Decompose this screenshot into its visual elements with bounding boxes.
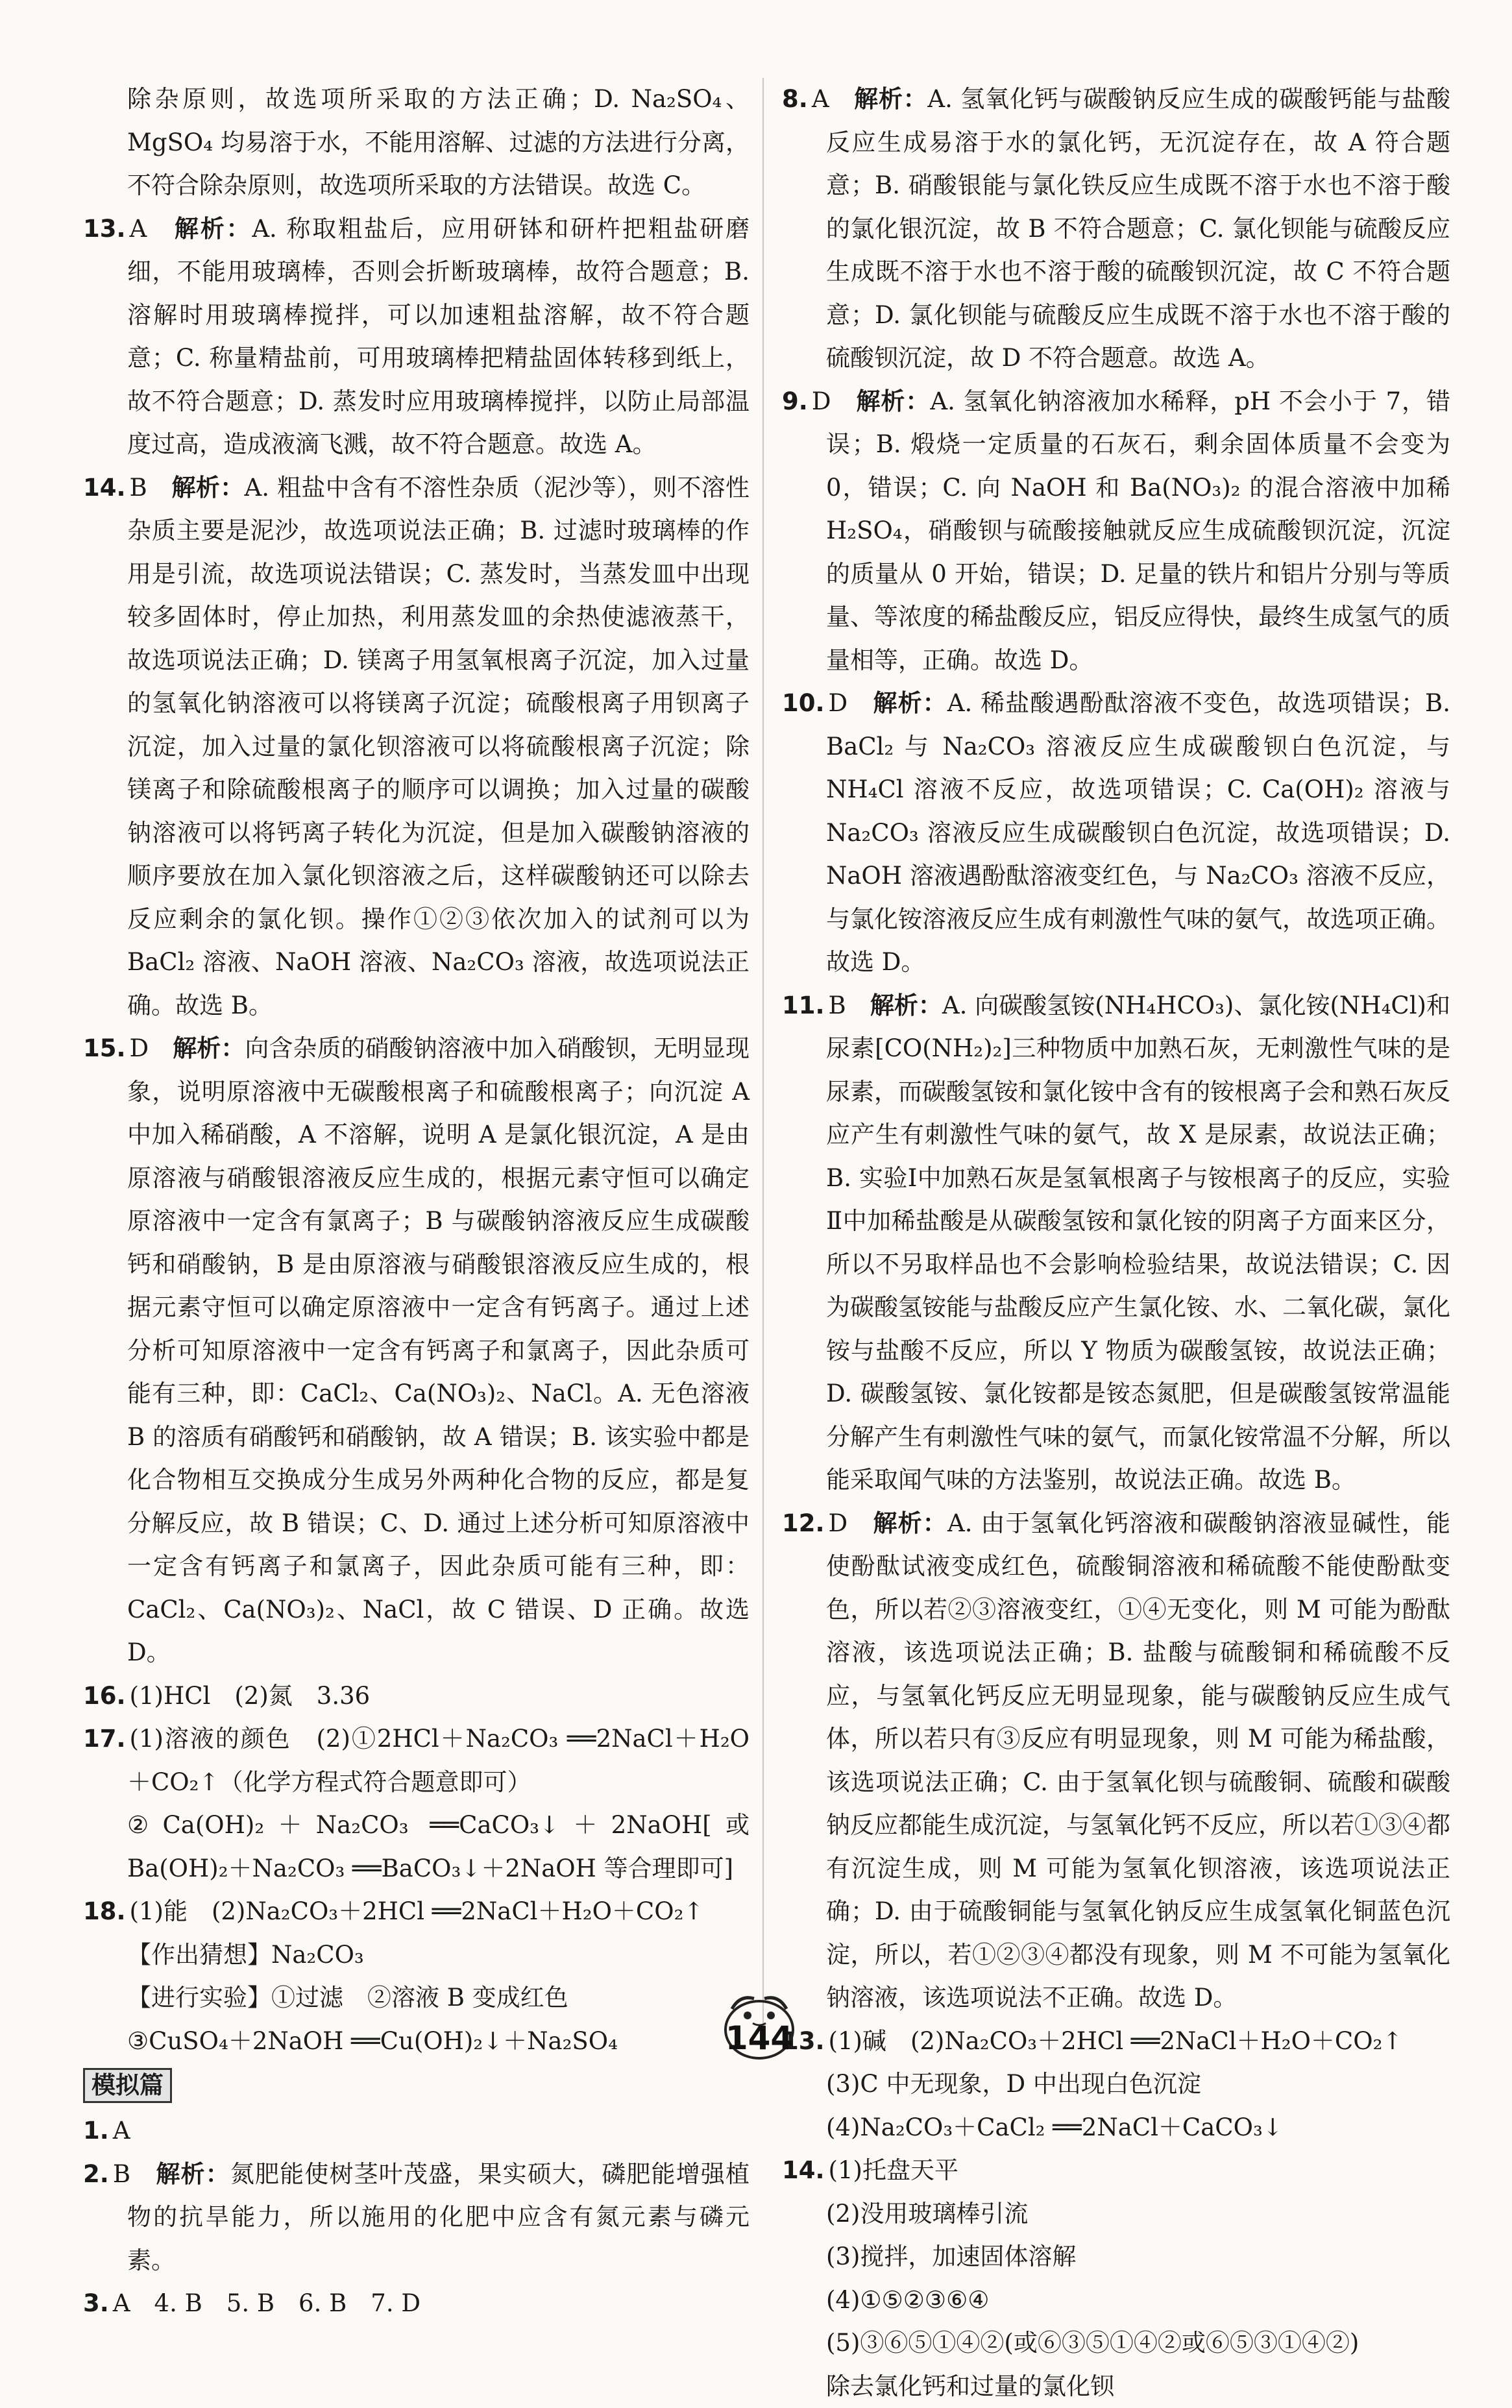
- question-number: 10.: [782, 689, 825, 717]
- answer-text: (1)HCl (2)氮 3.36: [130, 1682, 371, 1710]
- answer-text: A. 称取粗盐后，应用研钵和研杵把粗盐研磨细，不能用玻璃棒，否则会折断玻璃棒，故符合题意；B. 溶解时用玻璃棒搅拌，可以加速粗盐溶解，故不符合题意；C. 称量精盐前，可用玻璃棒把精盐固体转移到纸上，故不符合题意；D. 蒸发时应用玻璃棒搅拌，以防止局部温度过高，造成液滴飞溅，故不符合题意。故选 A。: [127, 215, 750, 459]
- answer-text: 【进行实验】①过滤 ②溶液 B 变成红色: [127, 1984, 568, 2012]
- question-number: 13.: [83, 215, 126, 243]
- answer-text: (3)搅拌，加速固体溶解: [826, 2243, 1076, 2270]
- answer-line: [782, 2193, 1450, 2236]
- analysis-label: 解析：: [175, 215, 252, 243]
- answer-item: [83, 1675, 750, 1718]
- answer-item: [83, 208, 750, 467]
- question-number: 3.: [83, 2289, 109, 2317]
- answer-line: [83, 2020, 750, 2063]
- answer-choice: B: [130, 474, 147, 502]
- answer-item: [782, 682, 1450, 984]
- answer-choice: B: [829, 991, 846, 1019]
- answer-item: [782, 2020, 1450, 2063]
- answer-text: 除杂原则，故选项所采取的方法正确；D. Na₂SO₄、MgSO₄ 均易溶于水，不能用溶解、过滤的方法进行分离，不符合除杂原则，故选项所采取的方法错误。故选 C。: [127, 85, 750, 199]
- answer-text: (1)能 (2)Na₂CO₃＋2HCl ══2NaCl＋H₂O＋CO₂↑: [130, 1897, 704, 1925]
- column-divider: [762, 78, 764, 2037]
- answer-text: A. 氢氧化钠溶液加水稀释，pH 不会小于 7，错误；B. 煅烧一定质量的石灰石，剩余固体质量不会变为 0，错误；C. 向 NaOH 和 Ba(NO₃)₂ 的混合溶液中加稀 H₂SO₄，硝酸钡与硫酸接触就反应生成硫酸钡沉淀，沉淀的质量从 0 开始，错误；D. 足量的铁片和铝片分别与等质量、等浓度的稀盐酸反应，铝反应得快，最终生成氢气的质量相等，正确。故选 D。: [826, 387, 1450, 674]
- answer-choice: D: [829, 689, 848, 717]
- answer-choice: A: [113, 2117, 130, 2145]
- answer-choice: B: [113, 2160, 130, 2188]
- analysis-label: 解析：: [854, 85, 927, 113]
- answer-line: [782, 2235, 1450, 2279]
- analysis-label: 解析：: [873, 689, 947, 717]
- answer-choice: A: [812, 85, 829, 113]
- analysis-label: 解析：: [173, 1034, 245, 1062]
- page-number: 144: [720, 2019, 798, 2057]
- analysis-label: 解析：: [873, 1509, 947, 1537]
- answer-item: [782, 1502, 1450, 2020]
- analysis-label: 解析：: [856, 387, 930, 415]
- analysis-label: 解析：: [870, 991, 942, 1019]
- answer-text: 【作出猜想】Na₂CO₃: [127, 1941, 364, 1969]
- right-column: [782, 78, 1450, 2408]
- analysis-label: 解析：: [171, 474, 244, 502]
- question-number: 9.: [782, 387, 808, 415]
- question-number: 11.: [782, 991, 825, 1019]
- question-number: 15.: [83, 1034, 126, 1062]
- answer-item: [83, 467, 750, 1028]
- page-number-badge: [717, 1984, 801, 2062]
- answer-text: A. 由于氢氧化钙溶液和碳酸钠溶液显碱性，能使酚酞试液变成红色，硫酸铜溶液和稀硫酸不能使酚酞变色，所以若②③溶液变红，①④无变化，则 M 可能为酚酞溶液，该选项说法正确；B. 盐酸与硫酸铜和稀硫酸不反应，与氢氧化钙反应无明显现象，能与碳酸钠反应生成气体，所以若只有③反应有明显现象，则 M 可能为稀盐酸，该选项说法正确；C. 由于氢氧化钡与硫酸铜、硫酸和碳酸钠反应都能生成沉淀，与氢氧化钙不反应，所以若①③④都有沉淀生成，则 M 可能为氢氧化钡溶液，该选项说法正确；D. 由于硫酸铜能与氢氧化钠反应生成氢氧化铜蓝色沉淀，所以，若①②③④都没有现象，则 M 不可能为氢氧化钠溶液，该选项说法不正确。故选 D。: [826, 1509, 1450, 2012]
- left-column: [83, 78, 750, 2326]
- answer-text: (4)①⑤②③⑥④: [826, 2286, 989, 2314]
- answer-choice: A 4. B 5. B 6. B 7. D: [113, 2289, 421, 2317]
- section-heading: 模拟篇: [83, 2068, 172, 2103]
- answer-item: [782, 78, 1450, 380]
- question-number: 8.: [782, 85, 808, 113]
- answer-text: A. 向碳酸氢铵(NH₄HCO₃)、氯化铵(NH₄Cl)和尿素[CO(NH₂)₂]三种物质中加熟石灰，无刺激性气味的是尿素，而碳酸氢铵和氯化铵中含有的铵根离子会和熟石灰反应产生有刺激性气味的氨气，故 X 是尿素，故说法正确；B. 实验Ⅰ中加熟石灰是氢氧根离子与铵根离子的反应，实验Ⅱ中加稀盐酸是从碳酸氢铵和氯化铵的阴离子方面来区分，所以不另取样品也不会影响检验结果，故说法错误；C. 因为碳酸氢铵能与盐酸反应产生氯化铵、水、二氧化碳，氯化铵与盐酸不反应，所以 Y 物质为碳酸氢铵，故说法正确；D. 碳酸氢铵、氯化铵都是铵态氮肥，但是碳酸氢铵常温能分解产生有刺激性气味的氨气，而氯化铵常温不分解，所以能采取闻气味的方法鉴别，故说法正确。故选 B。: [826, 991, 1450, 1494]
- answer-text: (1)溶液的颜色 (2)①2HCl＋Na₂CO₃ ══2NaCl＋H₂O＋CO₂↑（化学方程式符合题意即可）: [127, 1725, 750, 1796]
- question-number: 14.: [83, 474, 126, 502]
- answer-choice: A: [130, 215, 147, 243]
- answer-line: [782, 2063, 1450, 2106]
- answer-item: [83, 1027, 750, 1675]
- answer-line: [83, 1804, 750, 1890]
- answer-item: [83, 2282, 750, 2326]
- answer-line: [83, 1934, 750, 1977]
- answer-text: (3)C 中无现象，D 中出现白色沉淀: [826, 2070, 1201, 2098]
- answer-text: (5)③⑥⑤①④②(或⑥③⑤①④②或⑥⑤③①④②): [826, 2329, 1359, 2357]
- answer-text: (4)Na₂CO₃＋CaCl₂ ══2NaCl＋CaCO₃↓: [826, 2113, 1283, 2141]
- answer-text: 除去氯化钙和过量的氯化钡: [826, 2372, 1114, 2400]
- answer-text: 氮肥能使树茎叶茂盛，果实硕大，磷肥能增强植物的抗旱能力，所以施用的化肥中应含有氮元素与磷元素。: [127, 2160, 750, 2274]
- answer-choice: D: [829, 1509, 848, 1537]
- answer-line: [782, 2106, 1450, 2150]
- answer-choice: D: [812, 387, 831, 415]
- answer-line: [782, 2322, 1450, 2365]
- answer-line: [83, 1976, 750, 2020]
- question-number: 18.: [83, 1897, 126, 1925]
- answer-item: [782, 984, 1450, 1502]
- answer-text: (1)碱 (2)Na₂CO₃＋2HCl ══2NaCl＋H₂O＋CO₂↑: [829, 2027, 1403, 2055]
- answer-line: [83, 78, 750, 208]
- answer-item: [782, 380, 1450, 683]
- question-number: 17.: [83, 1725, 126, 1753]
- analysis-label: 解析：: [156, 2160, 230, 2188]
- answer-text: A. 粗盐中含有不溶性杂质（泥沙等），则不溶性杂质主要是泥沙，故选项说法正确；B. 过滤时玻璃棒的作用是引流，故选项说法错误；C. 蒸发时，当蒸发皿中出现较多固体时，停止加热，利用蒸发皿的余热使滤液蒸干，故选项说法正确；D. 镁离子用氢氧根离子沉淀，加入过量的氢氧化钠溶液可以将镁离子沉淀；硫酸根离子用钡离子沉淀，加入过量的氯化钡溶液可以将硫酸根离子沉淀；除镁离子和除硫酸根离子的顺序可以调换；加入过量的碳酸钠溶液可以将钙离子转化为沉淀，但是加入碳酸钠溶液的顺序要放在加入氯化钡溶液之后，这样碳酸钠还可以除去反应剩余的氯化钡。操作①②③依次加入的试剂可以为 BaCl₂ 溶液、NaOH 溶液、Na₂CO₃ 溶液，故选项说法正确。故选 B。: [127, 474, 750, 1019]
- answer-text: 向含杂质的硝酸钠溶液中加入硝酸钡，无明显现象，说明原溶液中无碳酸根离子和硫酸根离子；向沉淀 A 中加入稀硝酸，A 不溶解，说明 A 是氯化银沉淀，A 是由原溶液与硝酸银溶液反应生成的，根据元素守恒可以确定原溶液中一定含有氯离子；B 与碳酸钠溶液反应生成碳酸钙和硝酸钠，B 是由原溶液与硝酸银溶液反应生成的，根据元素守恒可以确定原溶液中一定含有钙离子。通过上述分析可知原溶液中一定含有钙离子和氯离子，因此杂质可能有三种，即：CaCl₂、Ca(NO₃)₂、NaCl。A. 无色溶液 B 的溶质有硝酸钙和硝酸钠，故 A 错误；B. 该实验中都是化合物相互交换成分生成另外两种化合物的反应，都是复分解反应，故 B 错误；C、D. 通过上述分析可知原溶液中一定含有钙离子和氯离子，因此杂质可能有三种，即：CaCl₂、Ca(NO₃)₂、NaCl，故 C 错误、D 正确。故选 D。: [127, 1034, 750, 1666]
- answer-choice: D: [130, 1034, 149, 1062]
- answer-item: [83, 1890, 750, 1934]
- answer-line: [782, 2279, 1450, 2322]
- question-number: 12.: [782, 1509, 825, 1537]
- question-number: 1.: [83, 2117, 109, 2145]
- question-number: 2.: [83, 2160, 109, 2188]
- answer-text: ②Ca(OH)₂＋Na₂CO₃ ══CaCO₃↓＋2NaOH[或 Ba(OH)₂＋Na₂CO₃ ══BaCO₃↓＋2NaOH 等合理即可]: [127, 1811, 750, 1882]
- answer-line: [782, 2365, 1450, 2408]
- question-number: 13.: [782, 2027, 825, 2055]
- answer-item: [83, 1718, 750, 1804]
- question-number: 16.: [83, 1682, 126, 1710]
- answer-text: ③CuSO₄＋2NaOH ══Cu(OH)₂↓＋Na₂SO₄: [127, 2027, 618, 2055]
- answer-text: (2)没用玻璃棒引流: [826, 2200, 1028, 2228]
- answer-text: A. 稀盐酸遇酚酞溶液不变色，故选项错误；B. BaCl₂ 与 Na₂CO₃ 溶液反应生成碳酸钡白色沉淀，与 NH₄Cl 溶液不反应，故选项错误；C. Ca(OH)₂ 溶液与 Na₂CO₃ 溶液反应生成碳酸钡白色沉淀，故选项错误；D. NaOH 溶液遇酚酞溶液变红色，与 Na₂CO₃ 溶液不反应，与氯化铵溶液反应生成有刺激性气味的氨气，故选项正确。故选 D。: [826, 689, 1450, 976]
- answer-item: [83, 2110, 750, 2153]
- answer-text: A. 氢氧化钙与碳酸钠反应生成的碳酸钙能与盐酸反应生成易溶于水的氯化钙，无沉淀存在，故 A 符合题意；B. 硝酸银能与氯化铁反应生成既不溶于水也不溶于酸的氯化银沉淀，故 B 不符合题意；C. 氯化钡能与硫酸反应生成既不溶于水也不溶于酸的硫酸钡沉淀，故 C 不符合题意；D. 氯化钡能与硫酸反应生成既不溶于水也不溶于酸的硫酸钡沉淀，故 D 不符合题意。故选 A。: [826, 85, 1450, 372]
- question-number: 14.: [782, 2156, 825, 2184]
- answer-item: [83, 2153, 750, 2283]
- answer-item: [782, 2149, 1450, 2193]
- answer-text: (1)托盘天平: [829, 2156, 958, 2184]
